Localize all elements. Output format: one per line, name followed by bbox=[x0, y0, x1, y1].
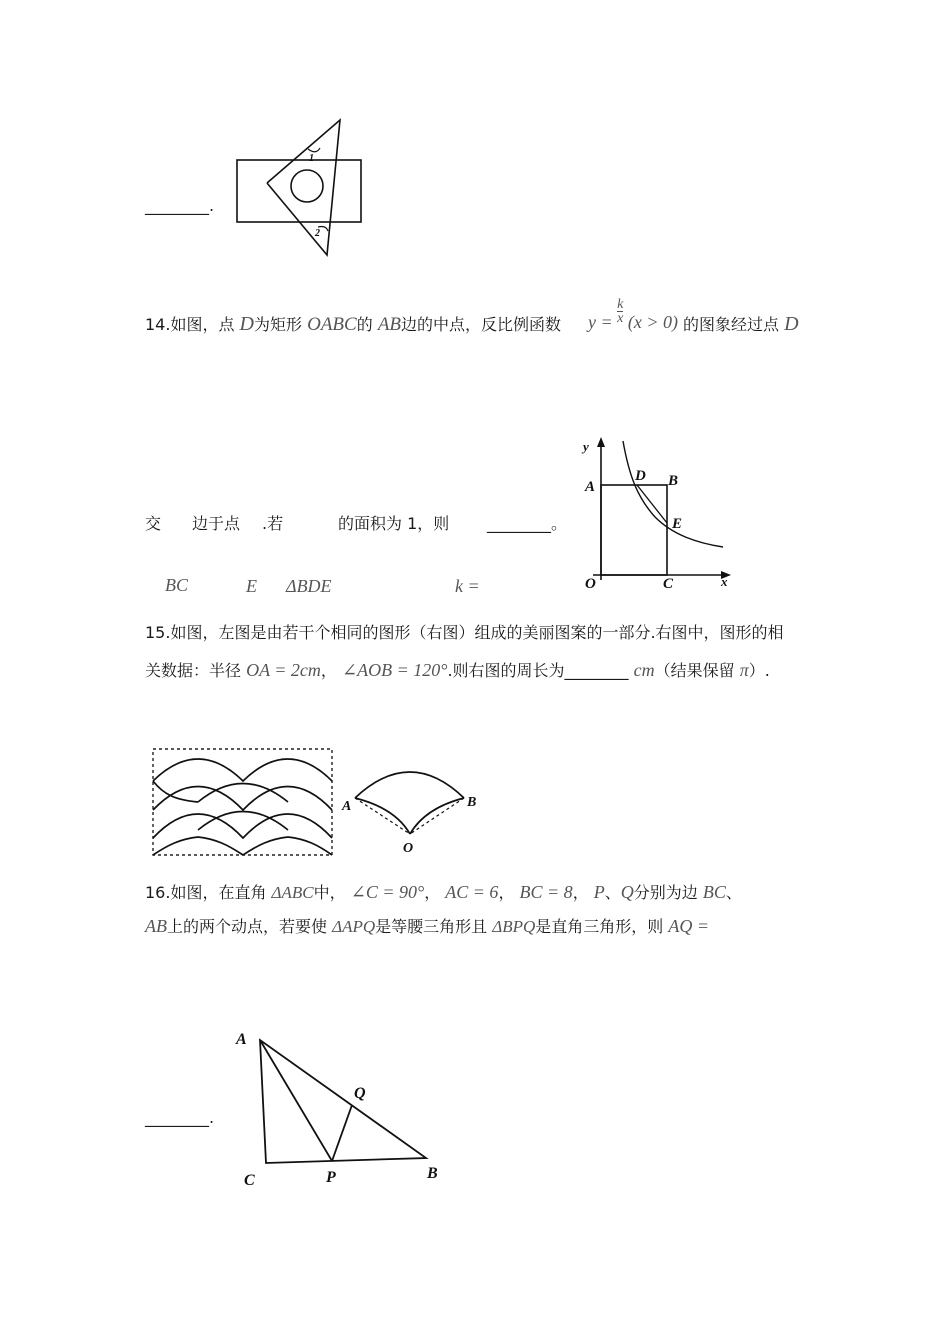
q14-func-cond: (x > 0) bbox=[627, 312, 678, 332]
q15-unit: cm bbox=[633, 660, 655, 680]
q14-label-c: C bbox=[663, 576, 674, 592]
q16-label-b: B bbox=[427, 1165, 438, 1182]
q14-label-o: O bbox=[585, 576, 596, 592]
q15-scale-mid bbox=[198, 784, 288, 831]
q13-triangle bbox=[267, 120, 340, 255]
q14-area-text: 的面积为 1，则 bbox=[338, 514, 450, 533]
q15-radius-oa bbox=[355, 798, 410, 834]
q15-label-o: O bbox=[403, 841, 414, 856]
q15-close: ）. bbox=[748, 661, 770, 680]
q15-scale-row3 bbox=[153, 814, 332, 838]
q15-angle: ∠AOB = 120° bbox=[342, 660, 448, 680]
q14-func-x: x bbox=[617, 311, 624, 326]
q16-line2 bbox=[145, 916, 709, 937]
q16-label-c: C bbox=[244, 1172, 255, 1189]
q16-bc-val: BC = 8 bbox=[519, 882, 573, 902]
q15-line1: 15.如图，左图是由若干个相同的图形（右图）组成的美丽图案的一部分.右图中，图形的相 bbox=[145, 623, 784, 642]
q16-p: P bbox=[593, 882, 605, 902]
q14-jiao: 交 bbox=[145, 514, 162, 533]
q14-de: 的 bbox=[356, 315, 373, 334]
q16-bpq: ΔBPQ bbox=[492, 917, 536, 936]
q16-label-p: P bbox=[326, 1169, 336, 1186]
q14-function-formula bbox=[588, 297, 678, 332]
q16-label-a: A bbox=[236, 1031, 247, 1048]
q16-segment-ap bbox=[260, 1040, 332, 1161]
q13-angle1-label: 1 bbox=[309, 153, 314, 164]
q15-radius-ob bbox=[410, 798, 464, 834]
q14-math-bde: ΔBDE bbox=[286, 576, 332, 596]
q15-figure-pattern bbox=[150, 745, 335, 860]
q15-scale-row4 bbox=[153, 837, 332, 855]
q15-label-a: A bbox=[342, 799, 352, 814]
q15-comma: ， bbox=[320, 661, 337, 680]
q14-answer-blank[interactable]: ________。 bbox=[487, 514, 568, 533]
q14-side-ab: AB bbox=[377, 314, 402, 335]
q14-func-k: k bbox=[617, 297, 624, 312]
q14-label-a: A bbox=[585, 479, 596, 495]
q14-label-b: B bbox=[668, 473, 679, 489]
q16-ac: AC = 6 bbox=[445, 882, 499, 902]
q14-segment-de bbox=[637, 485, 667, 523]
q16-prefix: 16.如图，在直角 bbox=[145, 883, 267, 902]
q14-prefix: 14.如图，点 bbox=[145, 315, 235, 334]
q16-aq: AQ = bbox=[668, 916, 710, 936]
q14-label-e: E bbox=[672, 516, 683, 532]
q15-line2 bbox=[145, 660, 770, 681]
q13-angle1-arc bbox=[308, 148, 320, 152]
q14-func-y: y = bbox=[588, 312, 613, 332]
q14-suffix-text: 的图象经过点 bbox=[683, 315, 780, 334]
q16-angle-c: ∠C = 90° bbox=[350, 882, 425, 902]
q16-line2-b: 是等腰三角形且 bbox=[375, 917, 488, 936]
q14-line1 bbox=[145, 314, 561, 335]
q13-circle bbox=[291, 170, 323, 202]
q16-dun: 、 bbox=[604, 883, 621, 902]
q16-zhong: 中， bbox=[313, 883, 346, 902]
q14-y-arrow bbox=[597, 437, 605, 447]
q14-label-x: x bbox=[721, 574, 728, 589]
q15-answer-blank[interactable]: ________ bbox=[564, 661, 629, 680]
q14-point-d: D bbox=[239, 313, 254, 335]
q16-tri: ΔABC bbox=[271, 883, 314, 902]
q14-rectangle-oabc bbox=[601, 485, 667, 575]
q15-outer-arc bbox=[355, 772, 464, 798]
q15-pi: π bbox=[739, 660, 749, 680]
q14-func-fraction bbox=[617, 298, 623, 325]
q14-label-y: y bbox=[583, 439, 589, 454]
q16-apq: ΔAPQ bbox=[332, 917, 376, 936]
q16-segment-pq bbox=[332, 1105, 352, 1161]
q15-pattern-border bbox=[153, 749, 332, 855]
q16-answer-blank[interactable]: ________. bbox=[145, 1108, 215, 1127]
q15-oa: OA = 2cm bbox=[246, 660, 321, 680]
q13-rectangle bbox=[237, 160, 361, 222]
q14-figure-graph bbox=[575, 435, 745, 595]
q13-answer-blank[interactable]: ________. bbox=[145, 196, 215, 215]
q13-angle2-label: 2 bbox=[315, 228, 320, 239]
q15-scales bbox=[153, 759, 332, 855]
q16-figure-triangle bbox=[230, 1030, 450, 1190]
q16-q: Q bbox=[620, 882, 634, 902]
q15-label-b: B bbox=[467, 795, 477, 810]
q16-side-bc: BC bbox=[702, 882, 726, 902]
q16-line2-c: 是直角三角形，则 bbox=[535, 917, 664, 936]
q14-rect-text: 为矩形 bbox=[254, 315, 303, 334]
q14-math-k: k = bbox=[455, 576, 480, 596]
q16-side-ab: AB bbox=[145, 916, 167, 936]
q14-rect-oabc: OABC bbox=[307, 314, 357, 335]
q15-prefix: 关数据：半径 bbox=[145, 661, 242, 680]
q14-math-e: E bbox=[246, 576, 257, 596]
q16-line1: 16.如图，在直角 ΔABC中， ∠C = 90°， AC = 6， BC = 8， P、Q分别为边 BC、 bbox=[145, 882, 742, 902]
q16-fenbie: 分别为边 bbox=[633, 883, 698, 902]
q15-scale-row1 bbox=[153, 759, 332, 781]
q14-math-bc: BC bbox=[165, 575, 189, 595]
q14-side-text: 边于点 bbox=[192, 514, 241, 533]
q14-midpoint-text: 边的中点，反比例函数 bbox=[401, 315, 562, 334]
q16-line2-a: 上的两个动点，若要使 bbox=[167, 917, 328, 936]
q14-label-d: D bbox=[635, 468, 646, 484]
q14-point-d2: D bbox=[784, 313, 799, 335]
q16-dun2: 、 bbox=[725, 883, 742, 902]
q16-label-q: Q bbox=[354, 1085, 366, 1102]
q15-mid: .则右图的周长为 bbox=[447, 661, 565, 680]
q16-triangle-abc bbox=[260, 1040, 426, 1163]
q15-suffix: （结果保留 bbox=[654, 661, 735, 680]
q15-figure-unit-shape bbox=[340, 760, 480, 865]
q14-line1-suffix bbox=[683, 314, 799, 335]
q14-ruo: .若 bbox=[262, 514, 284, 533]
q13-figure-rectangle-triangle-circle bbox=[230, 115, 370, 260]
